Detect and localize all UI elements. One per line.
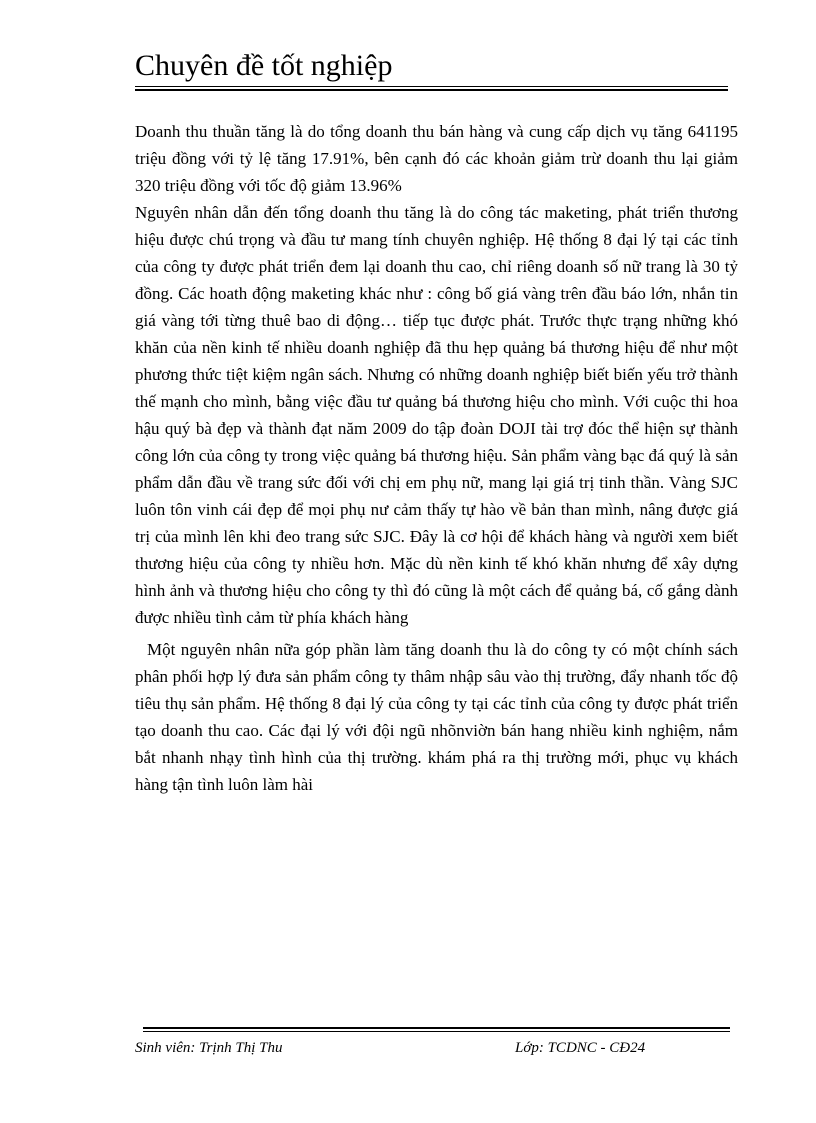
footer-student-name: Sinh viên: Trịnh Thị Thu: [135, 1040, 283, 1056]
footer-divider-thin: [143, 1031, 730, 1032]
footer-divider-thick: [143, 1027, 730, 1029]
paragraph-3: Một nguyên nhân nữa góp phần làm tăng doanh thu là do công ty có một chính sách phân phối hợp lý đưa sản phẩm công ty thâm nhập sâu vào thị trường, đẩy nhanh tốc độ tiêu thụ sản phẩm. Hệ thống 8 đại lý của công ty tại các tỉnh của công ty được phát triển tạo doanh thu cao. Các đại lý với đội ngũ nhõnviờn bán hang nhiều kinh nghiệm, nắm bắt nhanh nhạy tình hình của thị trường. khám phá ra thị trường mới, phục vụ khách hàng tận tình luôn làm hài: [135, 640, 738, 794]
header-divider-thick: [135, 89, 728, 91]
footer-class-name: Lớp: TCDNC - CĐ24: [515, 1040, 646, 1056]
document-body: [135, 118, 738, 798]
header-divider-thin: [135, 86, 728, 87]
page-header-title: Chuyên đề tốt nghiệp: [135, 49, 393, 82]
paragraph-2: Nguyên nhân dẫn đến tổng doanh thu tăng là do công tác maketing, phát triển thương hiệu được chú trọng và đầu tư mang tính chuyên nghiệp. Hệ thống 8 đại lý tại các tỉnh của công ty được phát triển đem lại doanh thu cao, chỉ riêng doanh số nữ trang là 30 tỷ đồng. Các hoath động maketing khác như : công bố giá vàng trên đầu báo lớn, nhắn tin giá vàng tới từng thuê bao di động… tiếp tục được phát. Trước thực trạng những khó khăn của nền kinh tế nhiều doanh nghiệp đã thu hẹp quảng bá thương hiệu để như một phương thức tiệt kiệm ngân sách. Nhưng có những doanh nghiệp biết biến yếu trở thành thế mạnh cho mình, bằng việc đầu tư quảng bá thương hiệu cho mình. Với cuộc thi hoa hậu quý bà đẹp và thành đạt năm 2009 do tập đoàn DOJI tài trợ đóc thể hiện sự thành công lớn của công ty trong việc quảng bá thương hiệu. Sản phẩm vàng bạc đá quý là sản phẩm dẫn đầu về trang sức đối với chị em phụ nữ, mang lại giá trị tinh thần. Vàng SJC luôn tôn vinh cái đẹp để mọi phụ nư cảm thấy tự hào về bản than mình, nâng được giá trị của mình lên khi đeo trang sức SJC. Đây là cơ hội để khách hàng và người xem biết thương hiệu của công ty nhiều hơn. Mặc dù nền kinh tế khó khăn nhưng để xây dựng hình ảnh và thương hiệu cho công ty thì đó cũng là một cách để quảng bá, cố gắng dành được nhiều tình cảm từ phía khách hàng: [135, 203, 738, 627]
paragraph-1: Doanh thu thuần tăng là do tổng doanh thu bán hàng và cung cấp dịch vụ tăng 641195 triệu đồng với tỷ lệ tăng 17.91%, bên cạnh đó các khoản giảm trừ doanh thu lại giảm 320 triệu đồng với tốc độ giảm 13.96%: [135, 122, 738, 195]
